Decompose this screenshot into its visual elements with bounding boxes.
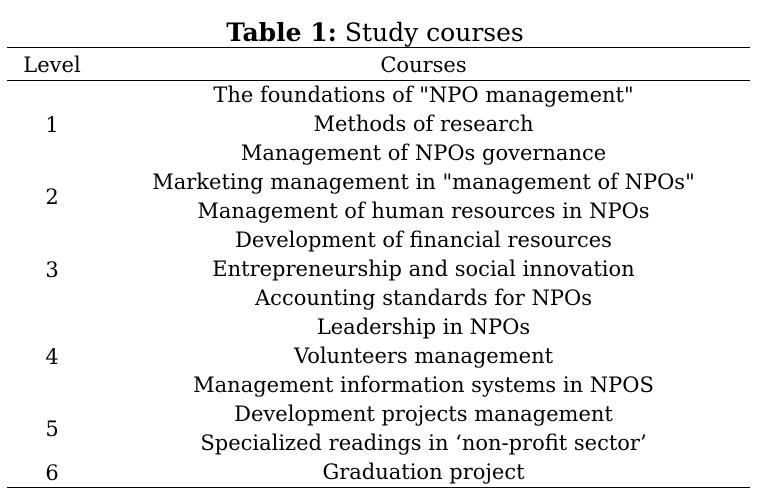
table-row: [7, 400, 750, 458]
course-name: Management of NPOs governance: [240, 141, 607, 165]
level-cell: 1: [45, 112, 59, 137]
table-bottom-rule: [7, 487, 750, 488]
courses-cell: [97, 226, 750, 313]
table-row: [7, 226, 750, 313]
level-cell: 5: [45, 417, 59, 441]
column-header-level: Level: [23, 53, 81, 77]
courses-cell: [97, 168, 750, 226]
course-name: Graduation project: [322, 460, 525, 484]
table-row: [7, 313, 750, 400]
courses-cell: [97, 81, 750, 168]
course-name: Accounting standards for NPOs: [255, 286, 592, 310]
table-row: [7, 81, 750, 168]
courses-cell: [97, 400, 750, 458]
courses-cell: [97, 313, 750, 400]
course-name: Marketing management in "management of NPOs": [152, 170, 695, 194]
course-name: The foundations of "NPO management": [213, 83, 634, 107]
table-top-rule: [7, 47, 750, 48]
table-caption-label: Table 1:: [226, 18, 337, 47]
course-name: Management of human resources in NPOs: [197, 199, 650, 223]
course-name: Leadership in NPOs: [316, 315, 531, 339]
course-name: Development of financial resources: [235, 228, 612, 252]
course-name: Entrepreneurship and social innovation: [212, 257, 635, 281]
table-body: [7, 81, 750, 487]
course-name: Development projects management: [234, 402, 613, 426]
level-cell: 3: [45, 257, 59, 282]
courses-cell: [97, 458, 750, 487]
level-cell: 6: [45, 460, 59, 485]
level-cell: 4: [45, 344, 59, 369]
table-row: [7, 458, 750, 487]
course-name: Methods of research: [313, 112, 534, 136]
table-row: [7, 168, 750, 226]
course-name: Specialized readings in ‘non-profit sector’: [200, 431, 647, 455]
column-header-courses: Courses: [380, 53, 467, 77]
course-name: Volunteers management: [293, 344, 554, 368]
level-cell: 2: [45, 185, 59, 209]
table-caption: [0, 17, 750, 49]
course-name: Management information systems in NPOS: [193, 373, 654, 397]
table-caption-title: Study courses: [344, 18, 524, 47]
